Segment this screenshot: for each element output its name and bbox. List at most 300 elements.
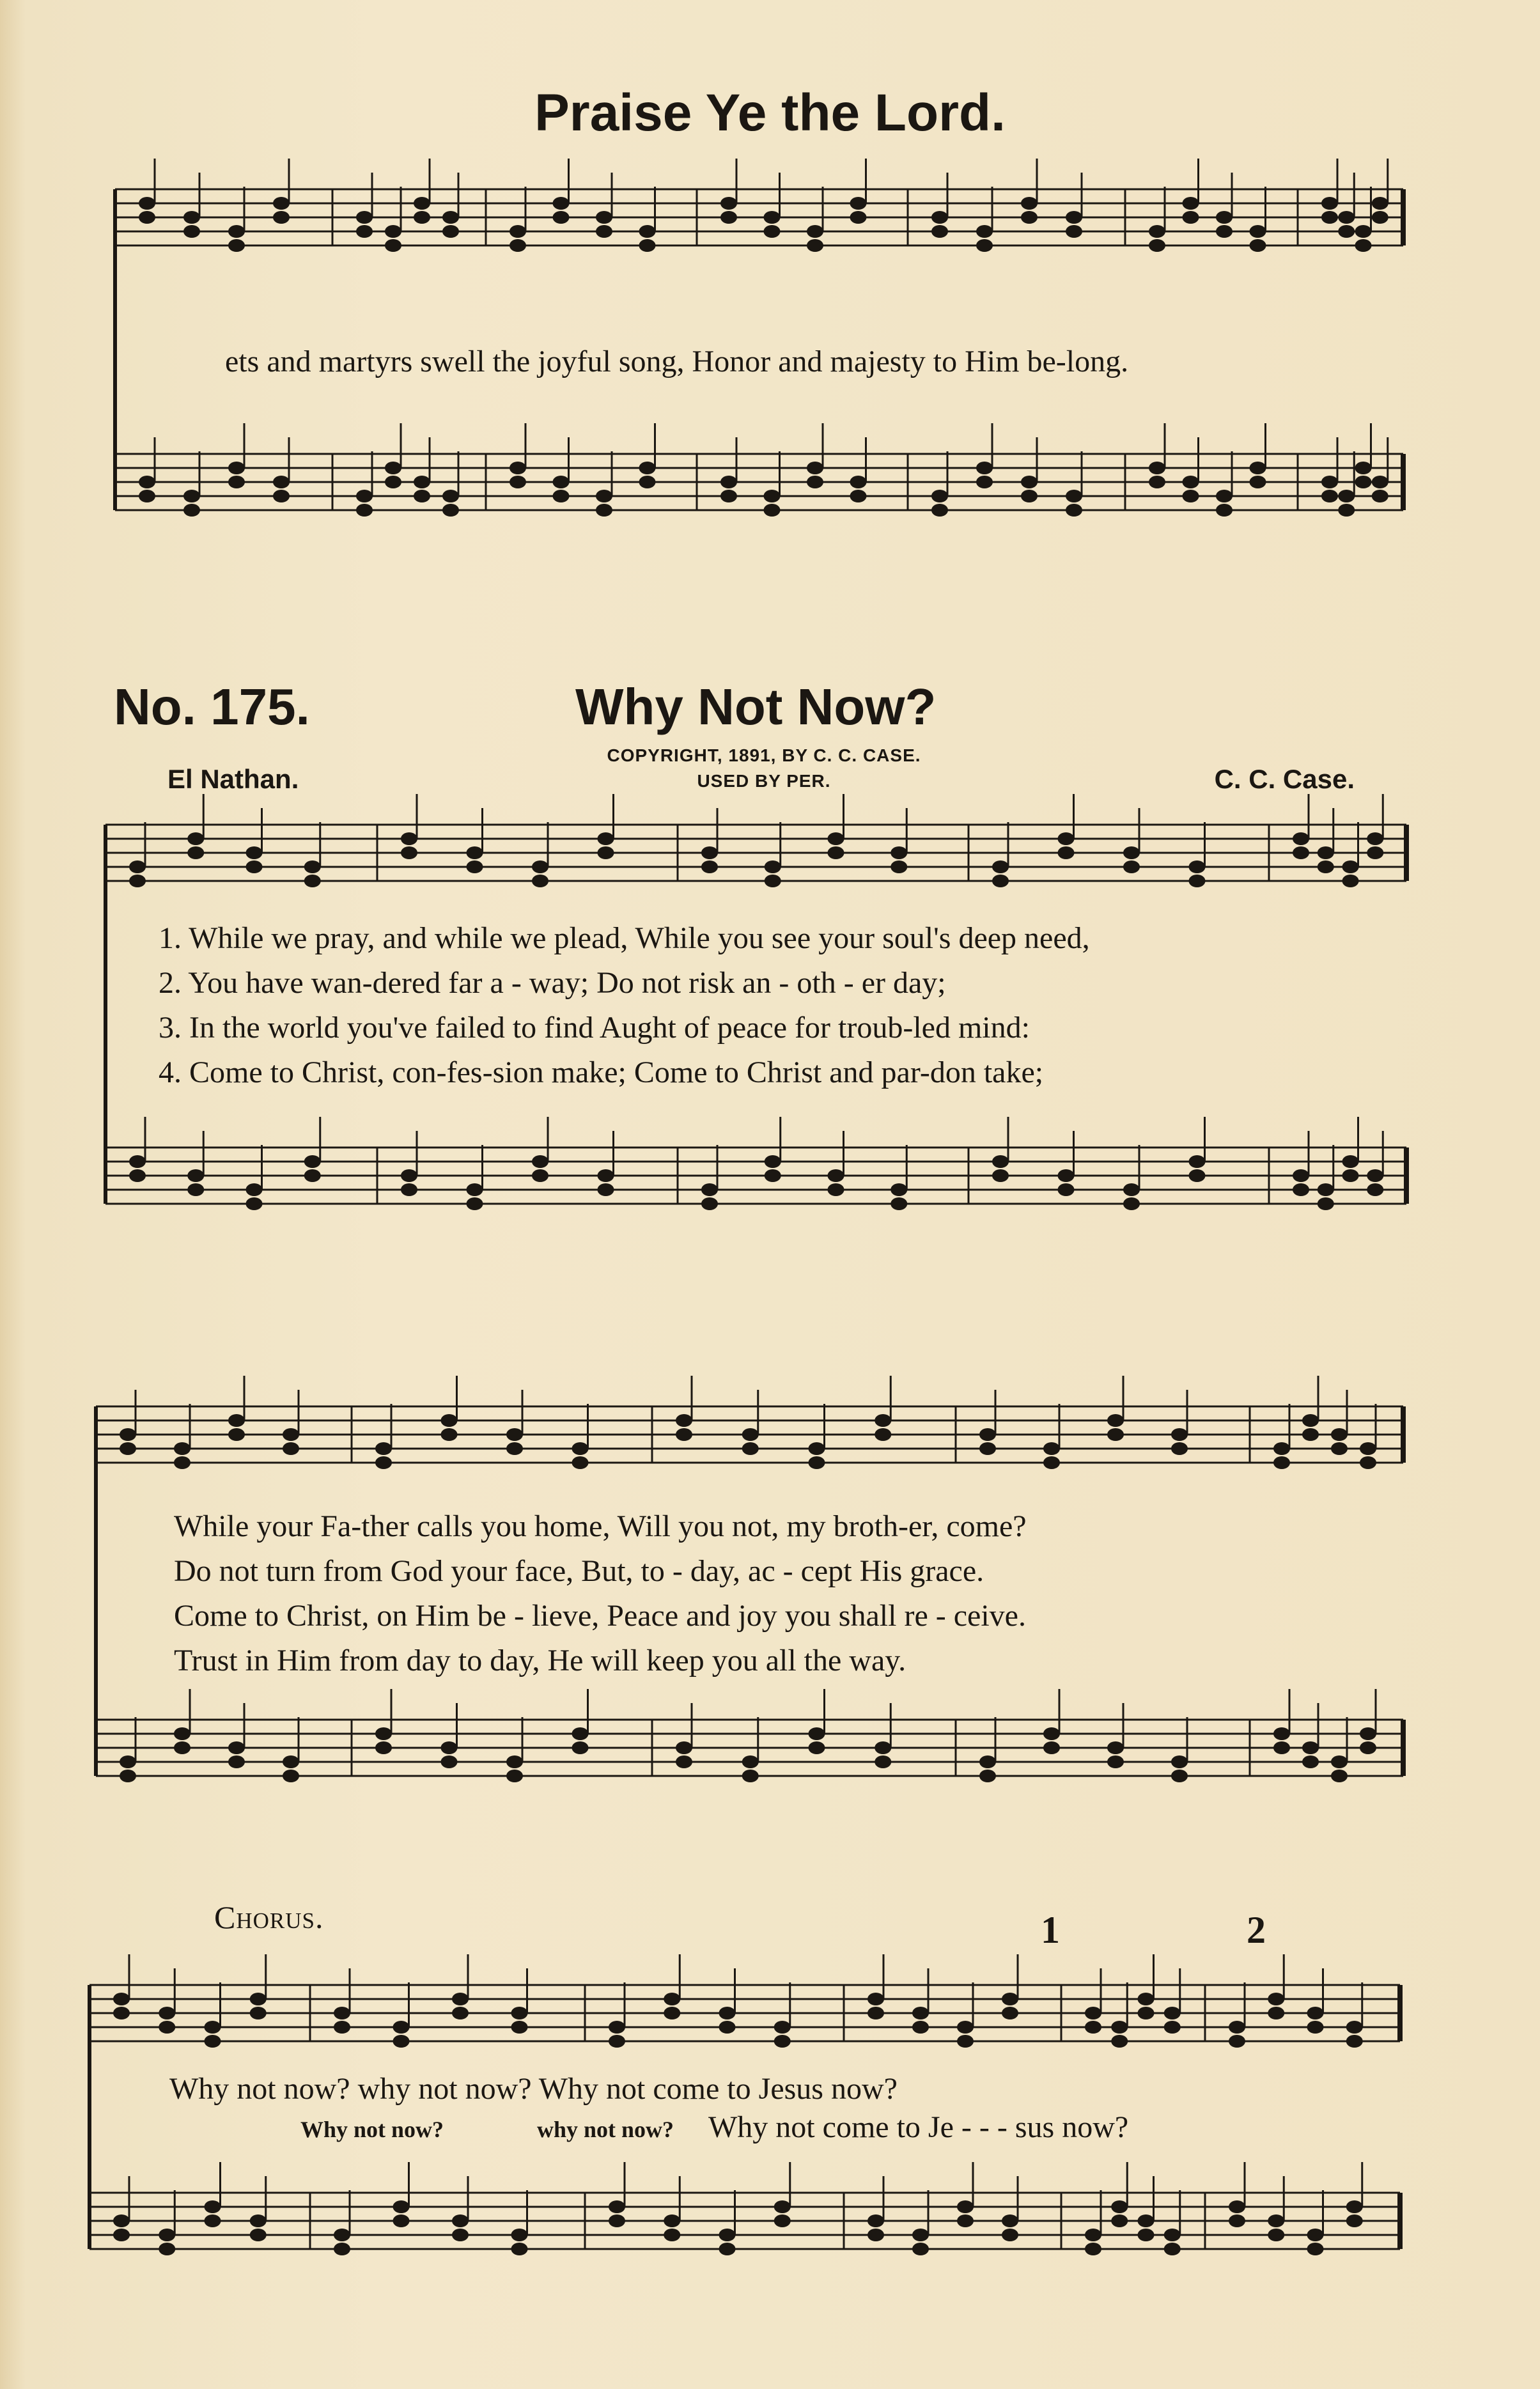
notehead (828, 846, 844, 859)
notehead (764, 504, 781, 517)
notehead (1164, 2021, 1181, 2034)
notehead (1229, 2214, 1245, 2227)
notehead (676, 1414, 692, 1427)
notehead (283, 1442, 299, 1455)
notehead (174, 1741, 191, 1754)
copyright-notice (572, 743, 956, 794)
notehead (1183, 490, 1199, 502)
notehead (401, 1183, 417, 1196)
notehead (1268, 2229, 1284, 2241)
notehead (1338, 211, 1355, 224)
notehead (304, 875, 321, 887)
notehead (1171, 1442, 1188, 1455)
notehead (1268, 2214, 1284, 2227)
notehead (639, 476, 656, 488)
notehead (1321, 476, 1338, 488)
notehead (720, 211, 737, 224)
notehead (1273, 1442, 1290, 1455)
notehead (442, 211, 459, 224)
notehead (506, 1755, 523, 1768)
notehead (639, 225, 656, 238)
notehead (1066, 225, 1082, 238)
notehead (1250, 239, 1266, 252)
notehead (414, 490, 430, 502)
notehead (1189, 875, 1206, 887)
notehead (246, 1183, 263, 1196)
notehead (609, 2200, 625, 2213)
notehead (1229, 2200, 1245, 2213)
notehead (228, 462, 245, 474)
notehead (891, 1197, 907, 1210)
notehead (113, 2007, 130, 2019)
notehead (113, 2214, 130, 2227)
notehead (1138, 2214, 1155, 2227)
notehead (509, 225, 526, 238)
notehead (676, 1741, 692, 1754)
notehead (912, 2243, 929, 2255)
notehead (912, 2007, 929, 2019)
notehead (850, 211, 867, 224)
notehead (1307, 2229, 1324, 2241)
notehead (205, 2214, 221, 2227)
notehead (1321, 211, 1338, 224)
notehead (1331, 1428, 1348, 1441)
notehead (1066, 490, 1082, 502)
notehead (809, 1741, 825, 1754)
notehead (719, 2007, 736, 2019)
notehead (393, 2200, 410, 2213)
notehead (1021, 197, 1038, 210)
notehead (1342, 860, 1359, 873)
notehead (1307, 2243, 1324, 2255)
notehead (676, 1755, 692, 1768)
notehead (1066, 211, 1082, 224)
notehead (976, 239, 993, 252)
notehead (1355, 225, 1372, 238)
notehead (1111, 2035, 1128, 2048)
notehead (174, 1727, 191, 1740)
notehead (1111, 2214, 1128, 2227)
notehead (246, 860, 263, 873)
notehead (228, 1428, 245, 1441)
notehead (809, 1727, 825, 1740)
notehead (598, 1183, 614, 1196)
notehead (442, 504, 459, 517)
verse-1-line-1: 1. While we pray, and while we plead, While you see your soul's deep need, (159, 921, 1090, 955)
notehead (113, 1993, 130, 2005)
notehead (1338, 225, 1355, 238)
notehead (867, 2007, 884, 2019)
notehead (1164, 2007, 1181, 2019)
notehead (891, 860, 907, 873)
notehead (1123, 860, 1140, 873)
notehead (250, 1993, 267, 2005)
notehead (441, 1755, 458, 1768)
notehead (1183, 476, 1199, 488)
notehead (1183, 197, 1199, 210)
notehead (891, 846, 907, 859)
notehead (1189, 1155, 1206, 1168)
notehead (246, 1197, 263, 1210)
notehead (228, 239, 245, 252)
notehead (205, 2200, 221, 2213)
chorus-lyric-lower: Why not come to Je - - - sus now? (708, 2110, 1129, 2144)
notehead (765, 1155, 781, 1168)
notehead (1085, 2021, 1101, 2034)
notehead (129, 1169, 146, 1182)
notehead (129, 860, 146, 873)
notehead (931, 225, 948, 238)
notehead (467, 1197, 483, 1210)
notehead (957, 2214, 974, 2227)
notehead (1307, 2021, 1324, 2034)
notehead (1164, 2229, 1181, 2241)
notehead (828, 1169, 844, 1182)
notehead (304, 860, 321, 873)
notehead (1268, 1993, 1284, 2005)
notehead (1342, 875, 1359, 887)
notehead (1149, 239, 1165, 252)
notehead (1138, 2007, 1155, 2019)
notehead (765, 860, 781, 873)
copyright-line-1: COPYRIGHT, 1891, BY C. C. CASE. (607, 745, 921, 765)
notehead (553, 211, 570, 224)
notehead (174, 1442, 191, 1455)
notehead (1058, 832, 1075, 845)
notehead (676, 1428, 692, 1441)
notehead (1318, 846, 1334, 859)
notehead (1342, 1155, 1359, 1168)
verse-2-line-1: 2. You have wan-dered far a - way; Do not risk an - oth - er day; (159, 966, 946, 1000)
notehead (1355, 462, 1372, 474)
notehead (1360, 1456, 1376, 1469)
notehead (719, 2243, 736, 2255)
notehead (1043, 1456, 1060, 1469)
notehead (509, 239, 526, 252)
notehead (1338, 504, 1355, 517)
notehead (304, 1169, 321, 1182)
notehead (506, 1770, 523, 1782)
notehead (875, 1414, 891, 1427)
notehead (764, 211, 781, 224)
notehead (719, 2229, 736, 2241)
notehead (183, 504, 200, 517)
notehead (246, 846, 263, 859)
notehead (701, 846, 718, 859)
notehead (506, 1442, 523, 1455)
notehead (701, 860, 718, 873)
notehead (807, 476, 823, 488)
notehead (1302, 1741, 1319, 1754)
notehead (912, 2021, 929, 2034)
notehead (1331, 1770, 1348, 1782)
notehead (596, 211, 612, 224)
notehead (1273, 1741, 1290, 1754)
notehead (1367, 832, 1383, 845)
notehead (1250, 225, 1266, 238)
notehead (511, 2021, 528, 2034)
notehead (664, 1993, 680, 2005)
notehead (891, 1183, 907, 1196)
notehead (1002, 2007, 1018, 2019)
notehead (1189, 1169, 1206, 1182)
notehead (1058, 1169, 1075, 1182)
notehead (401, 832, 417, 845)
notehead (774, 2200, 791, 2213)
verse-4-line-1: 4. Come to Christ, con-fes-sion make; Come to Christ and par-don take; (159, 1055, 1044, 1089)
notehead (414, 211, 430, 224)
notehead (1085, 2007, 1101, 2019)
notehead (273, 476, 290, 488)
verse-1-line-2: While your Fa-ther calls you home, Will you not, my broth-er, come? (174, 1509, 1027, 1543)
notehead (228, 1741, 245, 1754)
notehead (1149, 462, 1165, 474)
notehead (875, 1755, 891, 1768)
notehead (334, 2021, 350, 2034)
notehead (1331, 1442, 1348, 1455)
notehead (228, 1755, 245, 1768)
notehead (598, 1169, 614, 1182)
chorus-echo-1: Why not now? (300, 2117, 444, 2142)
notehead (596, 225, 612, 238)
notehead (1021, 211, 1038, 224)
notehead (385, 462, 401, 474)
notehead (807, 462, 823, 474)
notehead (572, 1456, 589, 1469)
notehead (1302, 1428, 1319, 1441)
notehead (139, 476, 155, 488)
notehead (572, 1727, 589, 1740)
notehead (1273, 1727, 1290, 1740)
notehead (639, 239, 656, 252)
notehead (1002, 2229, 1018, 2241)
notehead (850, 490, 867, 502)
notehead (452, 2214, 469, 2227)
notehead (139, 211, 155, 224)
verse-3-line-2: Come to Christ, on Him be - lieve, Peace and joy you shall re - ceive. (174, 1599, 1026, 1633)
notehead (1318, 1183, 1334, 1196)
copyright-line-2: USED BY PER. (697, 771, 831, 791)
notehead (979, 1442, 996, 1455)
notehead (442, 490, 459, 502)
notehead (283, 1770, 299, 1782)
notehead (1338, 490, 1355, 502)
notehead (553, 197, 570, 210)
notehead (1216, 504, 1233, 517)
notehead (664, 2007, 680, 2019)
notehead (467, 860, 483, 873)
notehead (664, 2229, 680, 2241)
notehead (228, 225, 245, 238)
notehead (701, 1197, 718, 1210)
notehead (1342, 1169, 1359, 1182)
notehead (120, 1428, 136, 1441)
notehead (205, 2035, 221, 2048)
notehead (414, 197, 430, 210)
notehead (1360, 1727, 1376, 1740)
notehead (139, 197, 155, 210)
verse-2-line-2: Do not turn from God your face, But, to - day, ac - cept His grace. (174, 1554, 984, 1588)
notehead (1355, 476, 1372, 488)
notehead (441, 1741, 458, 1754)
notehead (250, 2229, 267, 2241)
notehead (1107, 1414, 1124, 1427)
notehead (1216, 490, 1233, 502)
notehead (1107, 1428, 1124, 1441)
notehead (1002, 2214, 1018, 2227)
notehead (1321, 490, 1338, 502)
notehead (452, 2007, 469, 2019)
notehead (183, 211, 200, 224)
notehead (283, 1755, 299, 1768)
notehead (1107, 1755, 1124, 1768)
notehead (609, 2214, 625, 2227)
notehead (250, 2214, 267, 2227)
notehead (992, 1155, 1009, 1168)
notehead (187, 846, 204, 859)
notehead (532, 860, 548, 873)
notehead (120, 1770, 136, 1782)
notehead (850, 476, 867, 488)
notehead (976, 476, 993, 488)
notehead (273, 490, 290, 502)
notehead (1321, 197, 1338, 210)
notehead (765, 875, 781, 887)
notehead (283, 1428, 299, 1441)
notehead (1360, 1741, 1376, 1754)
notehead (120, 1442, 136, 1455)
notehead (441, 1428, 458, 1441)
notehead (1372, 197, 1388, 210)
notehead (809, 1456, 825, 1469)
notehead (511, 2007, 528, 2019)
notehead (334, 2229, 350, 2241)
chorus-lyric-upper: Why not now? why not now? Why not come to Jesus now? (169, 2072, 898, 2106)
notehead (774, 2021, 791, 2034)
notehead (1318, 1197, 1334, 1210)
notehead (1107, 1741, 1124, 1754)
notehead (1171, 1428, 1188, 1441)
notehead (1111, 2200, 1128, 2213)
notehead (875, 1741, 891, 1754)
notehead (1043, 1442, 1060, 1455)
notehead (511, 2229, 528, 2241)
notehead (1318, 860, 1334, 873)
notehead (205, 2021, 221, 2034)
notehead (467, 846, 483, 859)
notehead (1307, 2007, 1324, 2019)
notehead (720, 490, 737, 502)
notehead (807, 225, 823, 238)
notehead (1346, 2035, 1363, 2048)
notehead (931, 490, 948, 502)
hymn-title: Why Not Now? (575, 678, 937, 735)
notehead (609, 2035, 625, 2048)
notehead (976, 225, 993, 238)
notehead (1149, 476, 1165, 488)
notehead (720, 476, 737, 488)
notehead (742, 1428, 759, 1441)
notehead (334, 2007, 350, 2019)
notehead (979, 1770, 996, 1782)
notehead (1367, 1169, 1383, 1182)
notehead (393, 2021, 410, 2034)
notehead (807, 239, 823, 252)
notehead (1216, 225, 1233, 238)
notehead (159, 2021, 175, 2034)
notehead (1229, 2035, 1245, 2048)
notehead (1002, 1993, 1018, 2005)
hymn-number: No. 175. (114, 678, 310, 735)
notehead (1111, 2021, 1128, 2034)
notehead (553, 476, 570, 488)
notehead (401, 1169, 417, 1182)
notehead (441, 1414, 458, 1427)
notehead (1171, 1755, 1188, 1768)
notehead (598, 832, 614, 845)
notehead (957, 2035, 974, 2048)
notehead (304, 1155, 321, 1168)
notehead (1123, 1197, 1140, 1210)
notehead (452, 2229, 469, 2241)
notehead (356, 211, 373, 224)
notehead (228, 1414, 245, 1427)
notehead (1302, 1755, 1319, 1768)
verse-4-line-2: Trust in Him from day to day, He will keep you all the way. (174, 1644, 906, 1677)
notehead (867, 1993, 884, 2005)
notehead (1268, 2007, 1284, 2019)
notehead (1123, 1183, 1140, 1196)
notehead (931, 211, 948, 224)
notehead (129, 1155, 146, 1168)
notehead (720, 197, 737, 210)
notehead (1189, 860, 1206, 873)
notehead (572, 1442, 589, 1455)
notehead (719, 2021, 736, 2034)
notehead (742, 1442, 759, 1455)
notehead (979, 1755, 996, 1768)
notehead (385, 239, 401, 252)
notehead (1355, 239, 1372, 252)
notehead (1331, 1755, 1348, 1768)
notehead (1367, 1183, 1383, 1196)
notehead (1367, 846, 1383, 859)
notehead (509, 462, 526, 474)
notehead (957, 2200, 974, 2213)
notehead (385, 225, 401, 238)
notehead (764, 225, 781, 238)
notehead (1058, 846, 1075, 859)
composer-credit: C. C. Case. (1214, 764, 1355, 794)
notehead (572, 1741, 589, 1754)
notehead (532, 875, 548, 887)
notehead (1273, 1456, 1290, 1469)
notehead (120, 1755, 136, 1768)
notehead (1149, 225, 1165, 238)
notehead (187, 1169, 204, 1182)
notehead (774, 2214, 791, 2227)
chorus-echo-2: why not now? (537, 2117, 674, 2142)
notehead (992, 1169, 1009, 1182)
notehead (442, 225, 459, 238)
notehead (273, 211, 290, 224)
notehead (1043, 1741, 1060, 1754)
notehead (1346, 2214, 1363, 2227)
notehead (414, 476, 430, 488)
notehead (174, 1456, 191, 1469)
notehead (765, 1169, 781, 1182)
notehead (742, 1770, 759, 1782)
